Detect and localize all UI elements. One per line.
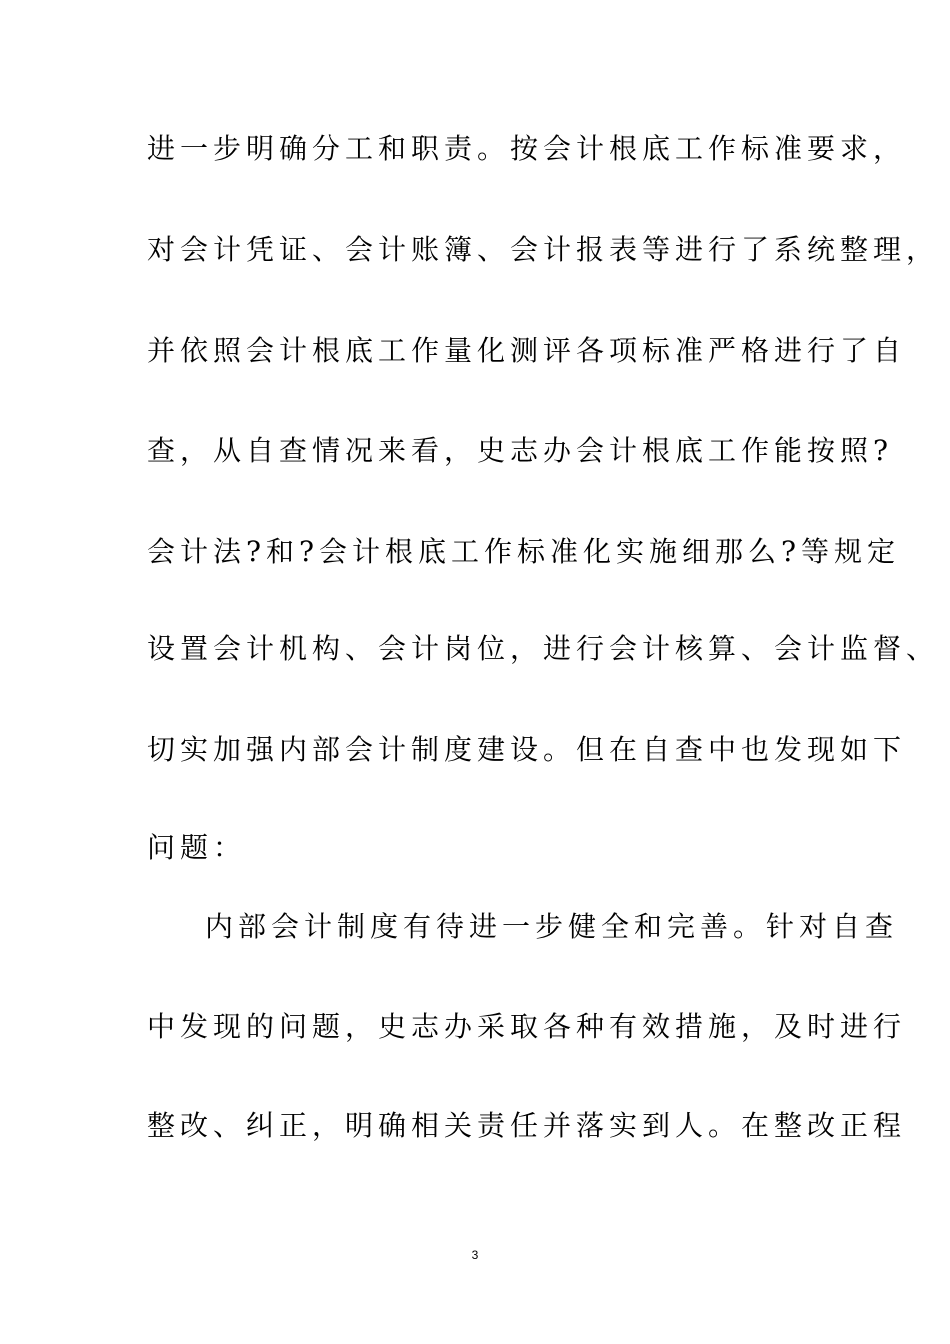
- body-text-line: 设置会计机构、会计岗位，进行会计核算、会计监督、: [147, 632, 940, 665]
- body-text-line: 会计法?和?会计根底工作标准化实施细那么?等规定: [147, 535, 901, 568]
- body-text-line: 进一步明确分工和职责。按会计根底工作标准要求，: [147, 132, 907, 165]
- body-text-line: 切实加强内部会计制度建设。但在自查中也发现如下: [147, 733, 907, 766]
- body-text-line: 对会计凭证、会计账簿、会计报表等进行了系统整理，: [147, 233, 940, 266]
- body-text-line: 整改、纠正，明确相关责任并落实到人。在整改正程: [147, 1109, 907, 1142]
- page-number: 3: [471, 1248, 479, 1262]
- body-text-line: 问题：: [147, 831, 247, 864]
- body-text-line: 并依照会计根底工作量化测评各项标准严格进行了自: [147, 334, 907, 367]
- paragraph-first-line: 内部会计制度有待进一步健全和完善。针对自查: [205, 910, 899, 943]
- body-text-line: 查，从自查情况来看，史志办会计根底工作能按照?: [147, 434, 894, 467]
- body-text-line: 中发现的问题，史志办采取各种有效措施，及时进行: [147, 1010, 907, 1043]
